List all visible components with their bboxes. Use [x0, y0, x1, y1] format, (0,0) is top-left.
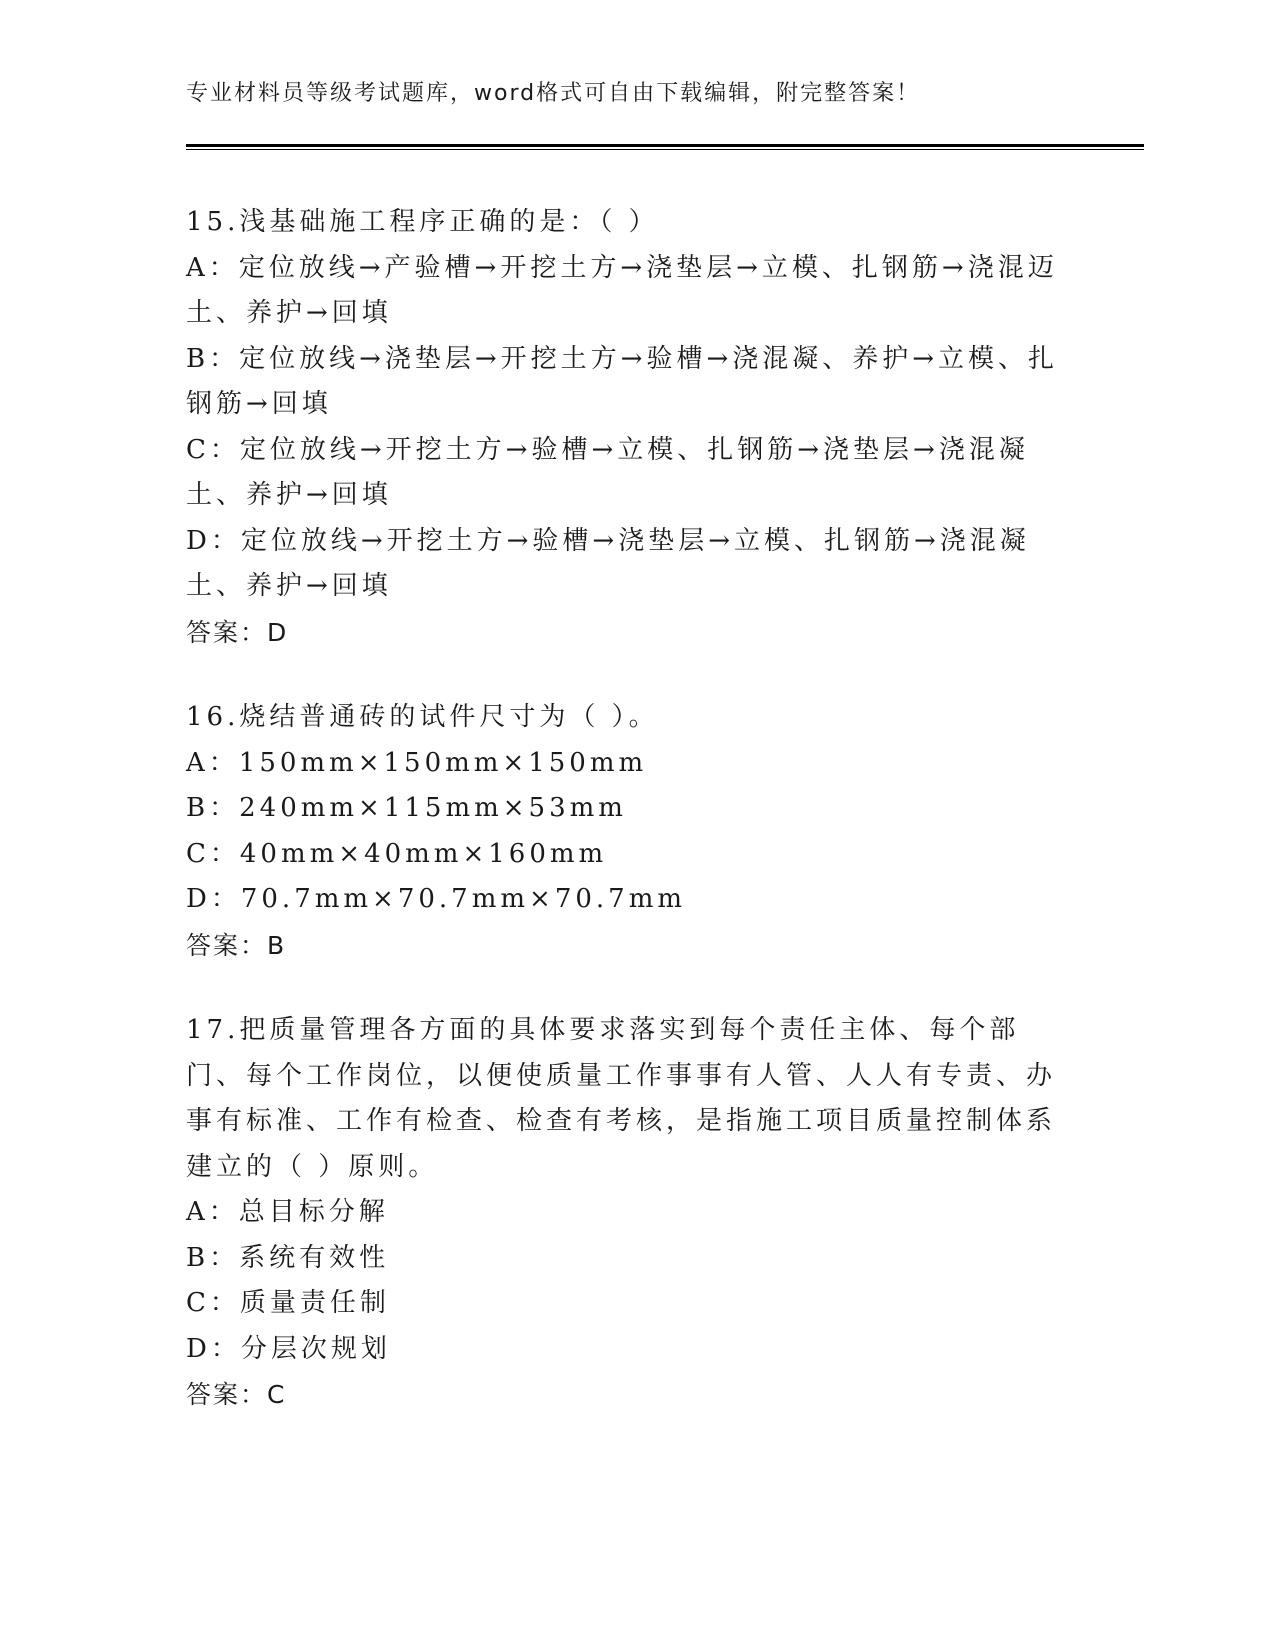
question-stem: 17.把质量管理各方面的具体要求落实到每个责任主体、每个部门、每个工作岗位，以便使质量工作事事有人管、人人有专责、办事有标准、工作有检查、检查有考核，是指施工项目质量控制体系建立的（ ）原则。: [186, 1015, 1057, 1182]
header-divider-thin: [186, 149, 1144, 150]
option-a: A：总目标分解: [186, 1197, 389, 1227]
header-divider-thick: [186, 144, 1144, 147]
option-b: B：240mm×115mm×53mm: [186, 793, 627, 823]
option-c: C：定位放线→开挖土方→验槽→立模、扎钢筋→浇垫层→浇混凝土、养护→回填: [186, 434, 1029, 510]
option-a: A：定位放线→产验槽→开挖土方→浇垫层→立模、扎钢筋→浇混迈土、养护→回填: [186, 252, 1058, 328]
option-b: B：系统有效性: [186, 1242, 390, 1273]
answer-text: 答案：D: [186, 617, 289, 647]
option-c: C：40mm×40mm×160mm: [186, 838, 608, 869]
question-15: [186, 200, 1076, 655]
option-d: D：定位放线→开挖土方→验槽→浇垫层→立模、扎钢筋→浇混凝土、养护→回填: [186, 525, 1030, 601]
option-c: C：质量责任制: [186, 1288, 390, 1318]
answer-text: 答案：B: [186, 930, 287, 960]
option-d: D：分层次规划: [186, 1333, 391, 1364]
option-d: D：70.7mm×70.7mm×70.7mm: [186, 884, 687, 914]
question-stem: 15.浅基础施工程序正确的是：（ ）: [186, 207, 659, 237]
question-stem: 16.烧结普通砖的试件尺寸为（ ）。: [186, 702, 659, 732]
question-16: [186, 695, 1076, 968]
question-17: [186, 1008, 1076, 1418]
answer-text: 答案：C: [186, 1380, 287, 1409]
option-a: A：150mm×150mm×150mm: [186, 747, 648, 778]
question-list: [186, 200, 1076, 1458]
page-header-text: 专业材料员等级考试题库，word格式可自由下载编辑，附完整答案！: [186, 81, 921, 106]
option-b: B：定位放线→浇垫层→开挖土方→验槽→浇混凝、养护→立模、扎钢筋→回填: [186, 343, 1059, 419]
